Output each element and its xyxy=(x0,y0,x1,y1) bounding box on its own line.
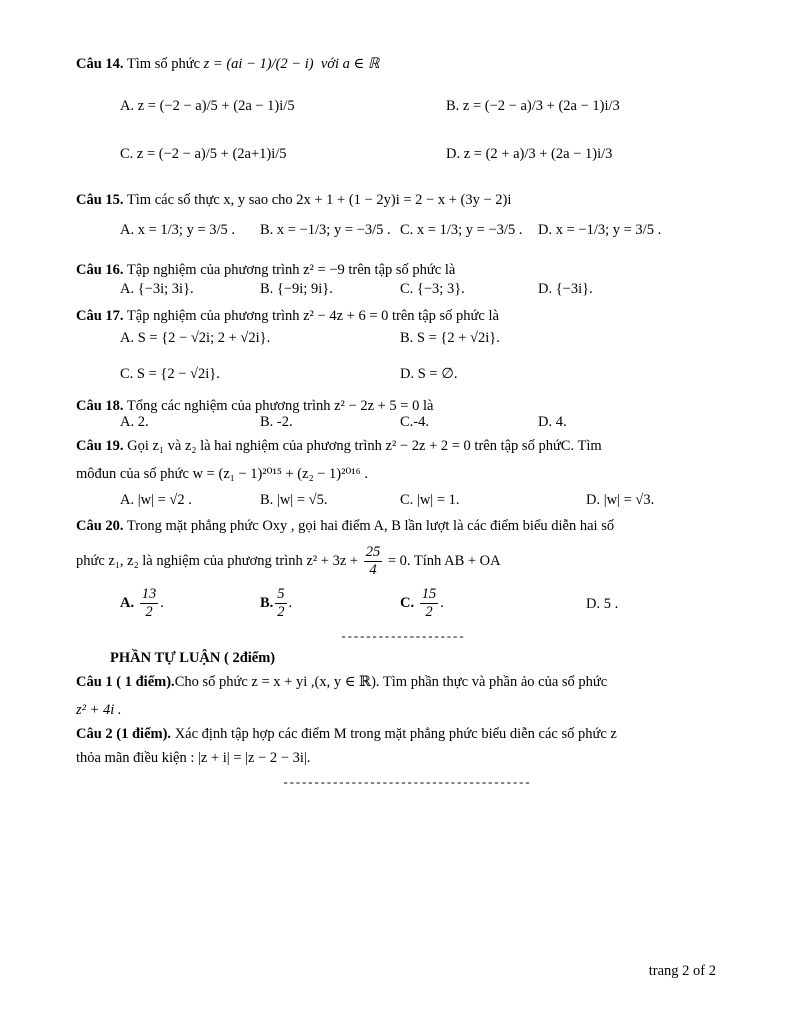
q16-options xyxy=(120,281,792,303)
essay-2 xyxy=(76,724,722,744)
q14-option-a[interactable]: A. z = (−2 − a)/5 + (2a − 1)i/5 xyxy=(120,98,295,114)
question-16 xyxy=(76,260,722,280)
q18-option-a[interactable]: A. 2. xyxy=(120,414,149,430)
q20-b-num: 5 xyxy=(277,586,285,602)
q20-frac-num: 25 xyxy=(365,544,381,560)
q14-option-c[interactable]: C. z = (−2 − a)/5 + (2a+1)i/5 xyxy=(120,146,287,162)
q19-option-c[interactable]: C. |w| = 1. xyxy=(400,492,460,508)
q20-a-den: 2 xyxy=(145,604,153,620)
q20-option-c[interactable]: C. $\frac{15}{2}$ . xyxy=(400,586,444,620)
q14-option-d[interactable]: D. z = (2 + a)/3 + (2a − 1)i/3 xyxy=(446,146,613,162)
essay-1 xyxy=(76,672,722,692)
q20-line2a: phức z₁, z₂ là nghiệm của phương trình z² + 3z + xyxy=(76,552,359,569)
question-18 xyxy=(76,396,722,416)
q20-line2b: = 0. Tính AB + OA xyxy=(387,552,501,569)
q19-line1: Gọi z₁ và z₂ là hai nghiệm của phương trình z² − 2z + 2 = 0 trên tập số phứC. Tìm xyxy=(127,438,602,454)
q20-b-den: 2 xyxy=(277,604,285,620)
q20-c-label: C. xyxy=(400,594,415,611)
e1-line2-wrap xyxy=(76,700,722,720)
e2-label: Câu 2 (1 điểm). xyxy=(76,726,172,742)
q16-option-b[interactable]: B. {−9i; 9i}. xyxy=(260,281,333,297)
q20-c-num: 15 xyxy=(421,586,437,602)
q16-option-a[interactable]: A. {−3i; 3i}. xyxy=(120,281,194,297)
q18-option-d[interactable]: D. 4. xyxy=(538,414,567,430)
q20-c-den: 2 xyxy=(425,604,433,620)
q20-fraction xyxy=(364,544,383,579)
q20-b-label: B. xyxy=(260,594,274,611)
q16-option-c[interactable]: C. {−3; 3}. xyxy=(400,281,465,297)
q17-option-c[interactable]: C. S = {2 − √2i}. xyxy=(120,366,220,382)
q14-row1 xyxy=(120,98,792,138)
q14-text: Tìm số phức xyxy=(126,56,201,72)
q20-a-label: A. xyxy=(120,594,135,611)
q17-label: Câu 17. xyxy=(76,308,124,324)
q17-option-d[interactable]: D. S = ∅. xyxy=(400,366,458,382)
q20-option-d[interactable]: D. 5 . xyxy=(586,596,619,612)
q14-row2 xyxy=(120,146,792,186)
question-15 xyxy=(76,190,722,210)
q20-option-a[interactable]: A. $\frac{13}{2}$ . xyxy=(120,586,164,620)
q14-option-b[interactable]: B. z = (−2 − a)/3 + (2a − 1)i/3 xyxy=(446,98,620,114)
q14-expr: z = (ai − 1)/(2 − i) xyxy=(203,56,314,72)
question-17 xyxy=(76,306,722,326)
q19-line2-wrap xyxy=(76,464,722,484)
q19-option-a[interactable]: A. |w| = √2 . xyxy=(120,492,192,508)
q18-text: Tổng các nghiệm của phương trình z² − 2z + 5 = 0 là xyxy=(126,398,434,414)
q15-option-c[interactable]: C. x = 1/3; y = −3/5 . xyxy=(400,222,523,238)
question-14 xyxy=(76,54,722,74)
q19-options xyxy=(120,492,792,514)
q15-text: Tìm các số thực x, y sao cho 2x + 1 + (1 − 2y)i = 2 − x + (3y − 2)i xyxy=(126,192,512,208)
separator-2: ---------------------------------------- xyxy=(282,776,531,790)
q17-option-a[interactable]: A. S = {2 − √2i; 2 + √2i}. xyxy=(120,330,271,346)
q16-text: Tập nghiệm của phương trình z² = −9 trên tập số phức là xyxy=(126,262,456,278)
q16-option-d[interactable]: D. {−3i}. xyxy=(538,281,593,297)
e2-line2-wrap xyxy=(76,748,722,768)
q15-option-d[interactable]: D. x = −1/3; y = 3/5 . xyxy=(538,222,662,238)
q18-option-c[interactable]: C.-4. xyxy=(400,414,429,430)
q20-a-num: 13 xyxy=(141,586,157,602)
q18-label: Câu 18. xyxy=(76,398,124,414)
q19-option-d[interactable]: D. |w| = √3. xyxy=(586,492,655,508)
q16-label: Câu 16. xyxy=(76,262,124,278)
part-title: PHẦN TỰ LUẬN ( 2điểm) xyxy=(110,650,276,666)
q15-options xyxy=(120,222,792,262)
q17-row2 xyxy=(120,366,792,388)
q20-option-b[interactable]: B. $\frac{5}{2}$ . xyxy=(260,586,293,620)
q17-row1 xyxy=(120,330,792,352)
q19-line2: môđun của số phức w = (z₁ − 1)²⁰¹⁵ + (z₂ − 1)²⁰¹⁶ . xyxy=(76,466,368,482)
q20-line1: Trong mặt phẳng phức Oxy , gọi hai điểm A, B lần lượt là các điểm biểu diễn hai số xyxy=(126,518,615,534)
q18-options xyxy=(120,414,792,436)
q17-text: Tập nghiệm của phương trình z² − 4z + 6 = 0 trên tập số phức là xyxy=(126,308,499,324)
e1-line2: z² + 4i . xyxy=(76,702,122,718)
q20-options xyxy=(120,584,792,624)
e1-line1: Cho số phức z = x + yi ,(x, y ∈ ℝ). Tìm phần thực và phần ảo của số phức xyxy=(174,674,608,690)
question-19 xyxy=(76,436,722,456)
q19-label: Câu 19. xyxy=(76,438,124,454)
q15-option-b[interactable]: B. x = −1/3; y = −3/5 . xyxy=(260,222,391,238)
separator-1: -------------------- xyxy=(340,630,465,644)
q20-frac-den: 4 xyxy=(369,562,377,578)
e1-label: Câu 1 ( 1 điểm). xyxy=(76,674,175,690)
question-20 xyxy=(76,516,722,536)
q14-label: Câu 14. xyxy=(76,56,124,72)
q15-option-a[interactable]: A. x = 1/3; y = 3/5 . xyxy=(120,222,236,238)
q14-cond: với a ∈ ℝ xyxy=(320,56,380,72)
page-footer: trang 2 of 2 xyxy=(648,963,716,979)
q20-label: Câu 20. xyxy=(76,518,124,534)
q17-option-b[interactable]: B. S = {2 + √2i}. xyxy=(400,330,500,346)
q18-option-b[interactable]: B. -2. xyxy=(260,414,293,430)
e2-line1: Xác định tập hợp các điểm M trong mặt phẳng phức biểu diễn các số phức z xyxy=(174,726,617,742)
q19-option-b[interactable]: B. |w| = √5. xyxy=(260,492,328,508)
e2-line2: thỏa mãn điều kiện : |z + i| = |z − 2 − 3i|. xyxy=(76,750,311,766)
q15-label: Câu 15. xyxy=(76,192,124,208)
q20-line2-wrap xyxy=(76,544,722,579)
